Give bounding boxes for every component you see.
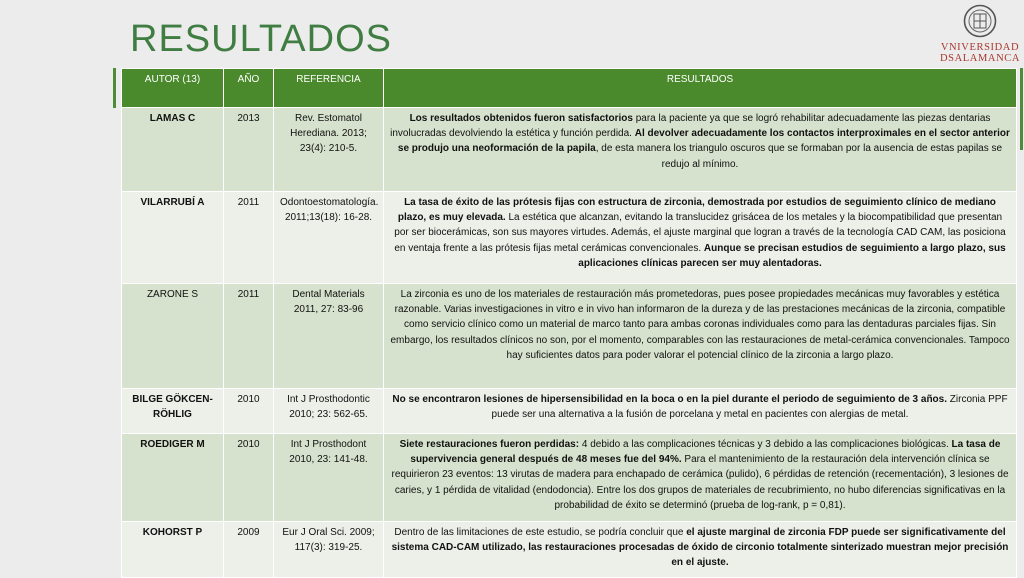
result-text: La estética que alcanzan, evitando la translucidez grisácea de los metales y la biocompatibilidad que presentan por ser biocerámicas, son sus mayores virtudes. Además, el ajuste marginal que logran a través de la tecnología CAD CAM, las posiciona en ventaja frente a las prótesis fijas metal cerámicas convencionales.	[394, 212, 1006, 254]
accent-bar-right	[1020, 68, 1023, 150]
cell-referencia: Rev. Estomatol Herediana. 2013; 23(4): 210-5.	[274, 108, 384, 192]
cell-anio: 2010	[224, 389, 274, 434]
results-table	[121, 68, 1017, 578]
cell-autor: BILGE GÖKCEN-RÖHLIG	[122, 389, 224, 434]
table-header-row	[122, 69, 1017, 108]
logo-line-1: VNIVERSIDAD	[940, 42, 1020, 53]
result-text-bold: No se encontraron lesiones de hipersensibilidad en la boca o en la piel durante el periodo de seguimiento de 3 años.	[392, 394, 947, 405]
table-row	[122, 284, 1017, 389]
cell-anio: 2010	[224, 434, 274, 522]
cell-resultados	[384, 389, 1017, 434]
header-autor: AUTOR (13)	[122, 69, 224, 108]
cell-resultados	[384, 522, 1017, 578]
header-anio: AÑO	[224, 69, 274, 108]
cell-referencia: Int J Prosthodont 2010, 23: 141-48.	[274, 434, 384, 522]
header-referencia: REFERENCIA	[274, 69, 384, 108]
table-row	[122, 434, 1017, 522]
table-row	[122, 192, 1017, 284]
result-text: para la paciente ya que se logró rehabilitar adecuadamente las piezas dentarias involucradas devolviendo la estética y función perdida.	[390, 113, 991, 140]
cell-resultados	[384, 192, 1017, 284]
result-text: Zirconia PPF puede ser una alternativa a la fusión de porcelana y metal en pacientes con alergias de metal.	[491, 394, 1008, 421]
table-row	[122, 389, 1017, 434]
result-text-bold: Los resultados obtenidos fueron satisfactorios	[409, 113, 633, 124]
cell-autor: VILARRUBÍ A	[122, 192, 224, 284]
result-text: Para el mantenimiento de la restauración dela intervención clínica se requirieron 23 eventos: 13 virutas de madera para enchapado de cerámica (pulido), 6 pérdidas de retención (recementación), 3 lesiones de caries, y 1 pérdida de vitalidad (endodoncia). Entre los dos grupos de materiales de recubrimiento, no hubo diferencias significativas en la probabilidad de éxito se determinó (prueba de log-rank, p = 0,81).	[391, 454, 1009, 511]
cell-resultados	[384, 108, 1017, 192]
result-text: 4 debido a las complicaciones técnicas y 3 debido a las complicaciones biológicas.	[579, 439, 952, 450]
cell-autor: ZARONE S	[122, 284, 224, 389]
cell-resultados	[384, 284, 1017, 389]
accent-bar-left	[113, 68, 116, 108]
logo-line-2: DSALAMANCA	[939, 53, 1021, 64]
result-text: , de esta manera los triangulo oscuros que se formaban por la ausencia de estas papilas se redujo al mínimo.	[595, 143, 1003, 170]
university-crest-icon	[963, 4, 997, 38]
cell-anio: 2013	[224, 108, 274, 192]
result-text-bold: Al devolver adecuadamente los contactos interproximales en el sector anterior se produjo una neoformación de la papila	[397, 128, 1010, 155]
result-text-bold: La tasa de supervivencia general después de 48 meses fue del 94%.	[410, 439, 1001, 466]
cell-anio: 2011	[224, 192, 274, 284]
cell-referencia: Int J Prosthodontic 2010; 23: 562-65.	[274, 389, 384, 434]
cell-resultados	[384, 434, 1017, 522]
cell-autor: LAMAS C	[122, 108, 224, 192]
university-logo	[938, 4, 1022, 64]
cell-autor: KOHORST P	[122, 522, 224, 578]
cell-referencia: Eur J Oral Sci. 2009; 117(3): 319-25.	[274, 522, 384, 578]
cell-anio: 2011	[224, 284, 274, 389]
result-text: Dentro de las limitaciones de este estudio, se podría concluir que	[394, 527, 687, 538]
result-text: La zirconia es uno de los materiales de restauración más prometedoras, pues posee propiedades mecánicas muy favorables y estética razonable. Varias investigaciones in vitro e in vivo han informaron de la dureza y de las prestaciones mecánicas de la zirconia, compatible como servicio clínico como un material de marco tanto para ambas coronas individuales como para las dentaduras parciales fijas. Sin embargo, los resultados clínicos no son, por el momento, comparables con las restauraciones de metal-cerámica convencionales. Tampoco hay suficientes datos para poder valorar el potencial clínico de la zirconia a largo plazo.	[390, 289, 1010, 361]
result-text-bold: Aunque se precisan estudios de seguimiento a largo plazo, sus aplicaciones clínicas parecen ser muy alentadoras.	[578, 242, 1006, 269]
cell-referencia: Odontoestomatología. 2011;13(18): 16-28.	[274, 192, 384, 284]
page-title: RESULTADOS	[130, 18, 392, 60]
header-resultados: RESULTADOS	[384, 69, 1017, 108]
cell-referencia: Dental Materials 2011, 27: 83-96	[274, 284, 384, 389]
result-text-bold: La tasa de éxito de las prótesis fijas con estructura de zirconia, demostrada por estudios de seguimiento clínico de mediano plazo, es muy elevada.	[397, 197, 996, 224]
result-text-bold: el ajuste marginal de zirconia FDP puede ser significativamente del sistema CAD-CAM utilizado, las restauraciones procesadas de óxido de circonio totalmente sinterizado muestran mejor precisión en el ajuste.	[391, 527, 1009, 569]
result-text-bold: Siete restauraciones fueron perdidas:	[399, 439, 580, 450]
cell-autor: ROEDIGER M	[122, 434, 224, 522]
cell-anio: 2009	[224, 522, 274, 578]
table-row	[122, 108, 1017, 192]
table-row	[122, 522, 1017, 578]
